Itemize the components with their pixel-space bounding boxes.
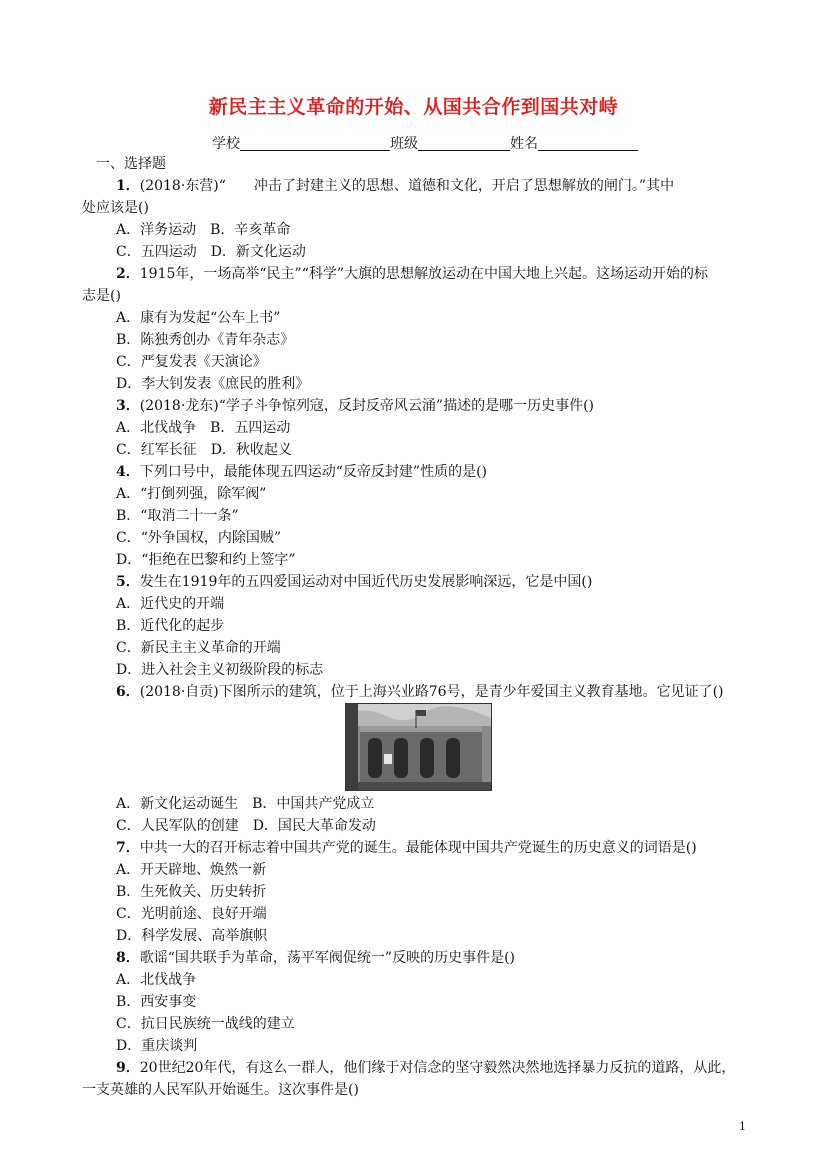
option: A．近代史的开端 — [116, 596, 225, 612]
page-title: 新民主主义革命的开始、从国共合作到国共对峙 — [208, 96, 619, 118]
option: A．洋务运动 B．辛亥革命 — [116, 222, 291, 238]
option: C．红军长征 D．秋收起义 — [116, 442, 292, 458]
question-2-cont: 志是() — [82, 288, 121, 304]
building-photo — [345, 703, 492, 791]
option: C．五四运动 D．新文化运动 — [116, 244, 306, 260]
question-4: 4．下列口号中，最能体现五四运动“反帝反封建”性质的是() — [116, 464, 487, 480]
option: D．科学发展、高举旗帜 — [116, 928, 268, 944]
option: B．生死攸关、历史转折 — [116, 884, 267, 900]
question-2: 2．1915年，一场高举“民主”“科学”大旗的思想解放运动在中国大地上兴起。这场运动开始的标 — [116, 266, 709, 282]
section-heading: 一、选择题 — [96, 156, 166, 172]
question-3: 3．(2018·龙东)“学子斗争惊列寇，反封反帝风云涌”描述的是哪一历史事件() — [116, 398, 594, 414]
page-number: 1 — [739, 1120, 746, 1133]
option: D．李大钊发表《庶民的胜利》 — [116, 376, 310, 392]
question-1: 1．(2018·东营)“ 冲击了封建主义的思想、道德和文化，开启了思想解放的闸门。”其中 — [116, 178, 675, 194]
option: B．陈独秀创办《青年杂志》 — [116, 332, 295, 348]
option: B．近代化的起步 — [116, 618, 225, 634]
option: A．“打倒列强，除军阀” — [116, 486, 267, 502]
question-7: 7．中共一大的召开标志着中国共产党的诞生。最能体现中国共产党诞生的历史意义的词语是() — [116, 840, 697, 856]
option: A．北伐战争 B．五四运动 — [116, 420, 291, 436]
option: A．北伐战争 — [116, 972, 197, 988]
option: C．光明前途、良好开端 — [116, 906, 267, 922]
class-blank[interactable] — [418, 136, 510, 151]
option: C．人民军队的创建 D．国民大革命发动 — [116, 818, 376, 834]
option: C．严复发表《天演论》 — [116, 354, 267, 370]
question-9-cont: 一支英雄的人民军队开始诞生。这次事件是() — [82, 1082, 359, 1098]
name-label: 姓名 — [510, 136, 538, 152]
option: C．“外争国权，内除国贼” — [116, 530, 282, 546]
building-illustration — [346, 704, 491, 790]
option: D．进入社会主义初级阶段的标志 — [116, 662, 324, 678]
question-8: 8．歌谣“国共联手为革命，荡平军阀促统一”反映的历史事件是() — [116, 950, 515, 966]
class-label: 班级 — [390, 136, 418, 152]
option: A．康有为发起“公车上书” — [116, 310, 281, 326]
name-blank[interactable] — [538, 136, 638, 151]
question-5: 5．发生在1919年的五四爱国运动对中国近代历史发展影响深远，它是中国() — [116, 574, 593, 590]
question-9: 9．20世纪20年代，有这么一群人，他们缘于对信念的坚守毅然决然地选择暴力反抗的道路，从此， — [116, 1060, 736, 1076]
student-info-line — [212, 133, 638, 153]
figure — [96, 703, 750, 793]
option: C．抗日民族统一战线的建立 — [116, 1016, 295, 1032]
option: A．开天辟地、焕然一新 — [116, 862, 267, 878]
option: B．西安事变 — [116, 994, 197, 1010]
question-6: 6．(2018·自贡)下图所示的建筑，位于上海兴业路76号，是青少年爱国主义教育基地。它见证了() — [116, 684, 724, 700]
school-blank[interactable] — [240, 136, 390, 151]
school-label: 学校 — [212, 136, 240, 152]
question-1-cont: 处应该是() — [82, 200, 149, 216]
option: D．“拒绝在巴黎和约上签字” — [116, 552, 296, 568]
option: D．重庆谈判 — [116, 1038, 198, 1054]
option: A．新文化运动诞生 B．中国共产党成立 — [116, 796, 375, 812]
questions — [82, 153, 750, 1101]
option: C．新民主主义革命的开端 — [116, 640, 281, 656]
option: B．“取消二十一条” — [116, 508, 239, 524]
